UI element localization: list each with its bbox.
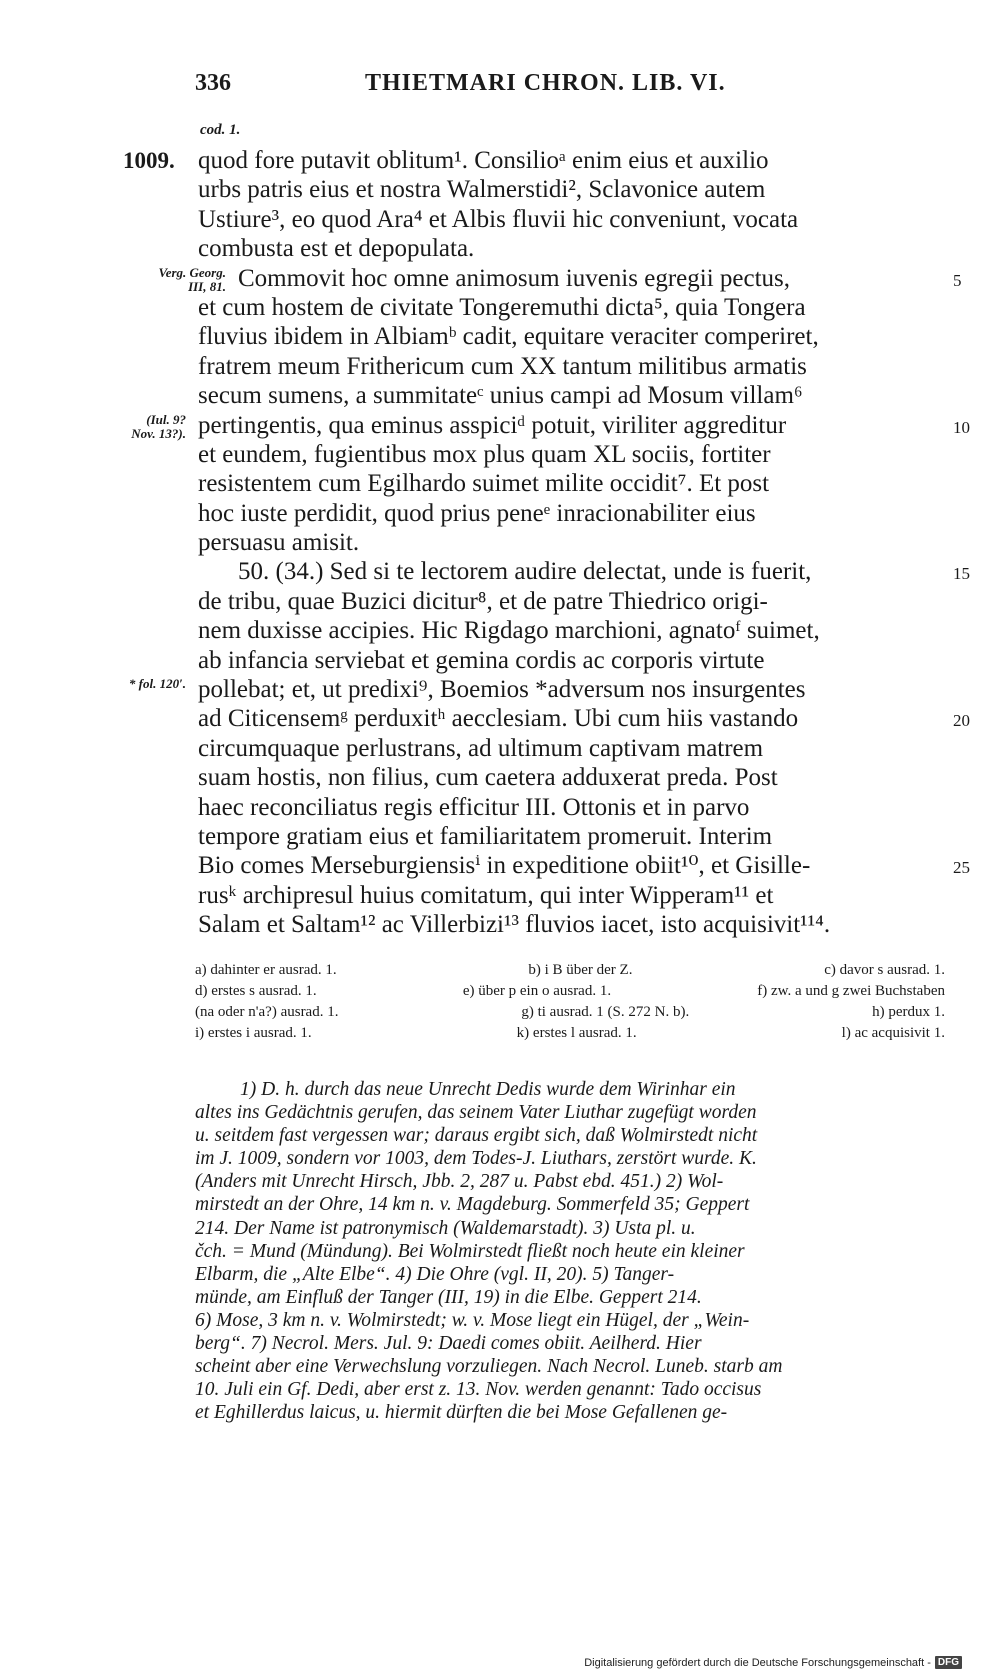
text-line [198, 734, 946, 763]
line-number: 5 [953, 270, 962, 290]
line-text: ad Citicensemᵍ perduxitʰ aecclesiam. Ubi cum hiis vastando [198, 705, 799, 733]
footnote-line: mirstedt an der Ohre, 14 km n. v. Magdeburg. Sommerfeld 35; Geppert [195, 1194, 750, 1216]
text-line [123, 146, 946, 175]
line-number: 25 [953, 858, 970, 878]
footnote-line: čch. = Mund (Mündung). Bei Wolmirstedt fließt noch heute ein kleiner [195, 1240, 745, 1262]
footnote-line: u. seitdem fast vergessen war; daraus ergibt sich, daß Wolmirstedt nicht [195, 1125, 758, 1147]
line-text: urbs patris eius et nostra Walmerstidi², Sclavonice autem [198, 176, 766, 204]
footnote-line: 10. Juli ein Gf. Dedi, aber erst z. 13. Nov. werden genannt: Tado occisus [195, 1379, 762, 1401]
footnote-line: münde, am Einfluß der Tanger (III, 19) in die Elbe. Geppert 214. [195, 1286, 702, 1308]
text-line [198, 704, 970, 733]
line-text: suam hostis, non filius, cum caetera adduxerat preda. Post [198, 764, 778, 792]
margin-note: (Iul. 9? Nov. 13?). [131, 411, 186, 441]
digitization-credit [584, 1656, 962, 1669]
line-text: fratrem meum Frithericum cum XX tantum militibus armatis [198, 352, 807, 380]
text-line [131, 411, 970, 441]
line-text: hoc iuste perdidit, quod prius peneᵉ inracionabiliter eius [198, 499, 756, 527]
line-text: Ustiure³, eo quod Ara⁴ et Albis fluvii hic conveniunt, vocata [198, 205, 799, 233]
text-line [198, 793, 946, 822]
line-number: 15 [953, 564, 970, 584]
apparatus-entry: a) dahinter er ausrad. 1. [195, 962, 337, 978]
page-header [195, 70, 915, 110]
text-line [198, 557, 970, 586]
text-line [198, 616, 946, 645]
text-line [128, 675, 946, 704]
apparatus-entry: g) ti ausrad. 1 (S. 272 N. b). [521, 1004, 690, 1020]
footnote-line: berg“. 7) Necrol. Mers. Jul. 9: Daedi comes obiit. Aeilherd. Hier [195, 1333, 702, 1355]
text-line [198, 175, 946, 204]
footnote-line: Elbarm, die „Alte Elbe“. 4) Die Ohre (vgl. II, 20). 5) Tanger- [195, 1263, 675, 1285]
line-text: Commovit hoc omne animosum iuvenis egregii pectus, [238, 264, 791, 292]
text-line [198, 587, 946, 616]
line-text: tempore gratiam eius et familiaritatem promeruit. Interim [198, 822, 773, 850]
line-text: pollebat; et, ut predixi⁹, Boemios *adversum nos insurgentes [198, 676, 806, 704]
line-text: de tribu, quae Buzici dicitur⁸, et de patre Thiedrico origi- [198, 587, 768, 615]
dfg-logo: DFG [935, 1656, 962, 1669]
footnote-line: altes ins Gedächtnis gerufen, das seinem Vater Liuthar zugefügt worden [195, 1102, 757, 1124]
apparatus-entry: d) erstes s ausrad. 1. [195, 983, 317, 999]
margin-note: Verg. Georg. III, 81. [158, 264, 226, 294]
footnotes [195, 1078, 943, 1424]
apparatus-entry: h) perdux 1. [872, 1004, 945, 1020]
text-line [198, 910, 946, 939]
apparatus-row [195, 1002, 945, 1023]
footnote-line: et Eghillerdus laicus, u. hiermit dürften die bei Mose Gefallenen ge- [195, 1402, 728, 1424]
apparatus-entry: c) davor s ausrad. 1. [824, 962, 945, 978]
apparatus-entry: f) zw. a und g zwei Buchstaben [757, 983, 945, 999]
apparatus-row [195, 960, 945, 981]
text-line [198, 528, 946, 557]
main-text-body [123, 146, 970, 940]
text-line [198, 352, 946, 381]
apparatus-row [195, 981, 945, 1002]
line-text: rusᵏ archipresul huius comitatum, qui inter Wipperam¹¹ et [198, 881, 774, 909]
line-number: 10 [953, 417, 970, 437]
text-line [198, 205, 946, 234]
text-line [198, 469, 946, 498]
footnote-line: 214. Der Name ist patronymisch (Waldemarstadt). 3) Usta pl. u. [195, 1217, 696, 1239]
line-text: ab infancia serviebat et gemina cordis ac corporis virtute [198, 646, 765, 674]
credit-text: Digitalisierung gefördert durch die Deutsche Forschungsgemeinschaft - [584, 1656, 931, 1669]
line-text: haec reconciliatus regis efficitur III. Ottonis et in parvo [198, 793, 750, 821]
apparatus-entry: b) i B über der Z. [528, 962, 633, 978]
text-line [198, 822, 946, 851]
apparatus-entry: k) erstes l ausrad. 1. [516, 1025, 637, 1041]
footnote-line: (Anders mit Unrecht Hirsch, Jbb. 2, 287 u. Pabst ebd. 451.) 2) Wol- [195, 1171, 724, 1193]
line-text: circumquaque perlustrans, ad ultimum captivam matrem [198, 734, 764, 762]
line-text: Bio comes Merseburgiensisⁱ in expeditione obiit¹⁰, et Gisille- [198, 852, 811, 880]
line-text: pertingentis, qua eminus asspiciᵈ potuit, viriliter aggreditur [198, 411, 787, 439]
footnote-line: 1) D. h. durch das neue Unrecht Dedis wurde dem Wirinhar ein [240, 1079, 736, 1100]
text-line [198, 851, 970, 880]
text-line [198, 293, 946, 322]
critical-apparatus [195, 960, 945, 1044]
line-text: et cum hostem de civitate Tongeremuthi dicta⁵, quia Tongera [198, 293, 806, 321]
line-text: secum sumens, a summitateᶜ unius campi ad Mosum villam⁶ [198, 382, 803, 410]
page-number: 336 [195, 70, 231, 96]
text-line [198, 234, 946, 263]
footnote-line: 6) Mose, 3 km n. v. Wolmirstedt; w. v. Mose liegt ein Hügel, der „Wein- [195, 1309, 750, 1331]
text-line [198, 381, 946, 410]
apparatus-row [195, 1023, 945, 1044]
running-title: THIETMARI CHRON. LIB. VI. [365, 70, 726, 96]
line-text: combusta est et depopulata. [198, 235, 475, 263]
line-number: 20 [953, 711, 970, 731]
line-text: et eundem, fugientibus mox plus quam XL sociis, fortiter [198, 440, 771, 468]
footnote-line: im J. 1009, sondern vor 1003, dem Todes-J. Liuthars, zerstört wurde. K. [195, 1148, 757, 1170]
text-line [198, 881, 946, 910]
text-line [198, 646, 946, 675]
text-line [198, 440, 946, 469]
text-line [198, 763, 946, 792]
apparatus-entry: e) über p ein o ausrad. 1. [462, 983, 612, 999]
line-text: Salam et Saltam¹² ac Villerbizi¹³ fluvios iacet, isto acquisivit¹¹⁴. [198, 911, 831, 939]
line-text: resistentem cum Egilhardo suimet milite occidit⁷. Et post [198, 470, 770, 498]
line-text: quod fore putavit oblitum¹. Consilioᵃ enim eius et auxilio [198, 147, 769, 174]
apparatus-entry: (na oder n'a?) ausrad. 1. [195, 1004, 339, 1020]
text-line [198, 499, 946, 528]
text-line [198, 322, 946, 351]
year-label: 1009. [123, 148, 175, 173]
apparatus-entry: l) ac acquisivit 1. [841, 1025, 945, 1041]
apparatus-entry: i) erstes i ausrad. 1. [195, 1025, 312, 1041]
line-text: persuasu amisit. [198, 529, 360, 557]
line-text: fluvius ibidem in Albiamᵇ cadit, equitare veraciter comperiret, [198, 323, 819, 351]
line-text: 50. (34.) Sed si te lectorem audire delectat, unde is fuerit, [238, 558, 812, 586]
text-line [158, 264, 962, 294]
footnote-line: scheint aber eine Verwechslung vorzuliegen. Nach Necrol. Luneb. starb am [195, 1356, 783, 1378]
line-text: nem duxisse accipies. Hic Rigdago marchioni, agnatoᶠ suimet, [198, 617, 820, 645]
codex-note: cod. 1. [200, 122, 241, 138]
margin-note: * fol. 120′. [128, 676, 186, 692]
